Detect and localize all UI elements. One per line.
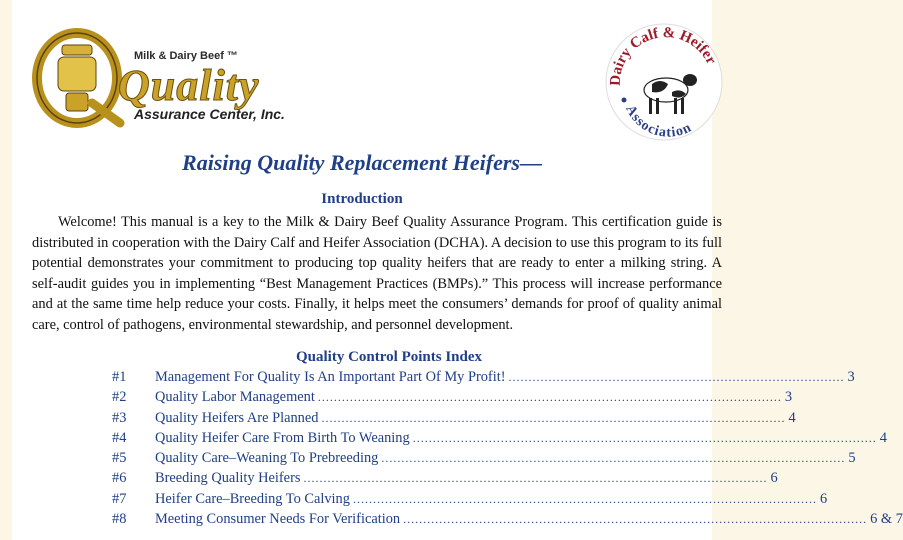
mdbqa-logo <box>32 18 352 133</box>
index-row <box>112 490 828 511</box>
dot-leader: .................................................................................................................... <box>317 390 782 405</box>
index-number: #6 <box>112 470 127 487</box>
index-row <box>112 429 887 450</box>
dcha-seal <box>602 18 727 143</box>
dot-leader: .................................................................................................................... <box>381 451 846 466</box>
index-row <box>112 369 855 389</box>
index-page: 5 <box>848 450 856 467</box>
index-row <box>112 511 903 531</box>
dot-leader: .................................................................................................................... <box>352 491 817 506</box>
page-title: Raising Quality Replacement Heifers— <box>182 150 542 175</box>
index-page: 4 <box>879 429 887 446</box>
index-row <box>112 409 796 430</box>
index-page: 4 <box>788 409 796 426</box>
seal-top-text: Dairy Calf & Heifer <box>607 24 720 87</box>
logo-small-text: Milk & Dairy Beef ™ <box>134 50 238 62</box>
index-page: 6 & 7 <box>870 511 903 528</box>
index-text: Meeting Consumer Needs For Verification <box>155 511 401 528</box>
index-number: #8 <box>112 511 127 528</box>
introduction-paragraph: Welcome! This manual is a key to the Milk & Dairy Beef Quality Assurance Program. This certification guide is distributed in cooperation with the Dairy Calf and Heifer Association (DCHA). A decision to use this program to its full potential demonstrates your commitment to producing top quality heifers that are ready to enter a milking string. A self-audit guides you in implementing “Best Management Practices (BMPs).” This process will increase performance and at the same time help reduce your costs. Finally, it helps meet the consumers’ demands for proof of quality animal care, control of pathogens, environmental stewardship, and personnel development. <box>32 214 722 333</box>
quality-q-emblem-icon <box>32 23 127 128</box>
index-number: #7 <box>112 490 127 507</box>
document-page <box>12 0 903 540</box>
index-page: 3 <box>847 369 855 385</box>
index-text: Quality Heifer Care From Birth To Weaning <box>155 429 410 446</box>
index-text: Quality Labor Management <box>155 389 315 406</box>
index-row <box>112 389 793 409</box>
dot-leader: .................................................................................... <box>508 370 845 384</box>
dot-leader: .................................................................................................................... <box>303 471 768 486</box>
index-page: 3 <box>784 389 793 406</box>
index-number: #3 <box>112 409 127 426</box>
logo-quality-text: Quality <box>118 61 260 110</box>
dot-leader: .................................................................................................................... <box>412 430 877 445</box>
index-text: Management For Quality Is An Important Part Of My Profit! <box>155 369 506 385</box>
index-number: #2 <box>112 389 127 406</box>
seal-bottom-text: Association <box>622 102 695 141</box>
index-row <box>112 450 856 470</box>
index-number: #5 <box>112 450 127 467</box>
index-page: 6 <box>819 490 828 507</box>
introduction-heading: Introduction <box>321 191 403 207</box>
dot-leader: .................................................................................................................... <box>321 410 786 425</box>
logo-center-text: Assurance Center, Inc. <box>134 106 285 122</box>
index-number: #1 <box>112 369 127 385</box>
index-page: 6 <box>770 470 778 487</box>
index-text: Breeding Quality Heifers <box>155 470 301 487</box>
index-number: #4 <box>112 429 127 446</box>
index-text: Heifer Care–Breeding To Calving <box>155 490 350 507</box>
dot-leader: .................................................................................................................... <box>403 512 868 527</box>
control-points-index <box>112 369 903 531</box>
index-text: Quality Heifers Are Planned <box>155 409 319 426</box>
index-row <box>112 470 778 490</box>
index-text: Quality Care–Weaning To Prebreeding <box>155 450 379 467</box>
index-heading: Quality Control Points Index <box>296 349 482 365</box>
